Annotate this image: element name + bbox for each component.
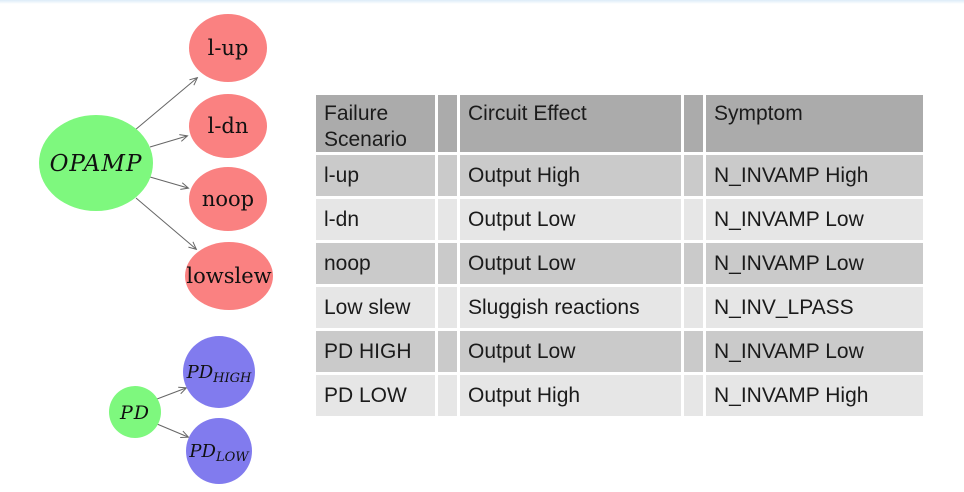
edge-pd-pdhigh <box>157 388 186 399</box>
cell-spacer <box>438 287 457 328</box>
fault-tree-diagram <box>0 0 320 492</box>
cell-spacer <box>438 243 457 284</box>
node-ldn-label: l-dn <box>207 114 249 138</box>
cell-spacer <box>438 199 457 240</box>
cell-circuit-effect: Output High <box>460 375 681 416</box>
cell-failure-scenario: noop <box>316 243 435 284</box>
cell-spacer <box>684 331 703 372</box>
node-pdhigh-label: $PD_{HIGH}$ <box>186 362 252 386</box>
cell-spacer <box>438 331 457 372</box>
edge-pd-pdlow <box>157 424 188 437</box>
cell-failure-scenario: l-up <box>316 155 435 196</box>
node-pdlow-label: $PD_{LOW}$ <box>189 441 249 465</box>
cell-failure-scenario: PD LOW <box>316 375 435 416</box>
edge-opamp-ldn <box>150 136 187 147</box>
cell-circuit-effect: Output Low <box>460 199 681 240</box>
cell-spacer <box>438 375 457 416</box>
cell-failure-scenario: l-dn <box>316 199 435 240</box>
cell-symptom: N_INVAMP Low <box>706 331 923 372</box>
edge-opamp-lup <box>135 78 197 130</box>
cell-symptom: N_INVAMP High <box>706 155 923 196</box>
cell-circuit-effect: Sluggish reactions <box>460 287 681 328</box>
failure-scenario-table <box>316 95 923 416</box>
cell-spacer <box>684 375 703 416</box>
header-failure-scenario: Failure Scenario <box>316 95 435 152</box>
header-circuit-effect: Circuit Effect <box>460 95 681 152</box>
header-spacer-2 <box>684 95 703 152</box>
node-lowslew-label: lowslew <box>186 264 272 288</box>
cell-symptom: N_INVAMP Low <box>706 199 923 240</box>
header-spacer-1 <box>438 95 457 152</box>
node-lup-label: l-up <box>207 36 249 60</box>
header-symptom: Symptom <box>706 95 923 152</box>
cell-symptom: N_INVAMP High <box>706 375 923 416</box>
cell-spacer <box>684 287 703 328</box>
cell-spacer <box>684 199 703 240</box>
edge-opamp-noop <box>150 177 188 188</box>
cell-failure-scenario: PD HIGH <box>316 331 435 372</box>
cell-symptom: N_INVAMP Low <box>706 243 923 284</box>
node-noop-label: noop <box>201 187 255 211</box>
cell-circuit-effect: Output High <box>460 155 681 196</box>
cell-circuit-effect: Output Low <box>460 243 681 284</box>
node-pd-label: PD <box>119 402 151 424</box>
cell-spacer <box>684 155 703 196</box>
cell-circuit-effect: Output Low <box>460 331 681 372</box>
node-opamp-label: OPAMP <box>49 151 143 177</box>
cell-spacer <box>684 243 703 284</box>
cell-spacer <box>438 155 457 196</box>
edge-opamp-lowslew <box>136 198 196 249</box>
cell-failure-scenario: Low slew <box>316 287 435 328</box>
cell-symptom: N_INV_LPASS <box>706 287 923 328</box>
